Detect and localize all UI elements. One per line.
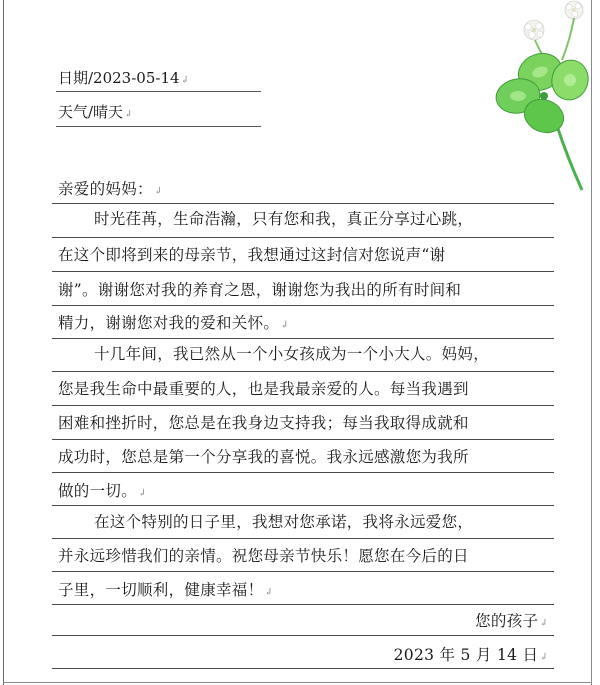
paragraph-mark-icon: ↲	[539, 652, 548, 663]
letter-line	[58, 312, 552, 337]
ruled-line	[52, 305, 554, 306]
letter-line: 并永远珍惜我们的亲情。祝您母亲节快乐！愿您在今后的日	[58, 547, 469, 565]
signature-date-text: 2023 年 5 月 14 日	[393, 646, 539, 664]
ruled-line	[52, 237, 554, 238]
paragraph-mark-icon: ↲	[138, 488, 147, 499]
clover-leaves	[493, 48, 592, 138]
four-leaf-clover-icon	[482, 0, 600, 195]
weather-text: 天气/晴天	[58, 103, 124, 121]
letter-line: 十几年间，我已然从一个小女孩成为一个小大人。妈妈，	[94, 345, 490, 363]
white-flower-icon	[565, 1, 583, 19]
letter-line	[58, 579, 552, 604]
letter-line: 时光荏苒，生命浩瀚，只有您和我，真正分享过心跳，	[94, 210, 474, 228]
letter-line: 您是我生命中最重要的人，也是我最亲爱的人。每当我遇到	[58, 380, 469, 398]
closing	[52, 610, 548, 635]
ruled-line	[52, 635, 554, 636]
ruled-line	[52, 371, 554, 372]
ruled-line	[52, 668, 554, 669]
ruled-line	[52, 439, 554, 440]
closing-text: 您的孩子	[475, 612, 539, 630]
weather-underline	[56, 126, 261, 127]
ruled-line	[52, 604, 554, 605]
ruled-line	[52, 505, 554, 506]
date-underline	[56, 91, 261, 92]
salutation	[58, 178, 552, 203]
letter-line: 谢”。谢谢您对我的养育之恩，谢谢您为我出的所有时间和	[58, 281, 462, 299]
letter-line-text: 做的一切。	[58, 482, 138, 500]
paragraph-mark-icon: ↲	[539, 618, 548, 629]
letter-line	[58, 480, 552, 505]
letter-line-text: 精力，谢谢您对我的爱和关怀。	[58, 314, 280, 332]
ruled-line	[52, 538, 554, 539]
page-border-bottom	[3, 682, 592, 683]
weather-field[interactable]	[58, 102, 132, 125]
ruled-line	[52, 405, 554, 406]
date-text: 日期/2023-05-14	[58, 69, 180, 87]
ruled-line	[52, 338, 554, 339]
white-flower-icon	[524, 20, 544, 40]
letter-line: 成功时，您总是第一个分享我的喜悦。我永远感激您为我所	[58, 448, 469, 466]
ruled-line	[52, 472, 554, 473]
paragraph-mark-icon: ↲	[280, 320, 289, 331]
letter-line: 在这个特别的日子里，我想对您承诺，我将永远爱您，	[94, 513, 474, 531]
paragraph-mark-icon: ↲	[180, 75, 189, 86]
salutation-text: 亲爱的妈妈：	[58, 180, 153, 198]
signature-date	[52, 644, 548, 669]
ruled-line	[52, 571, 554, 572]
letter-line: 困难和挫折时，您总是在我身边支持我；每当我取得成就和	[58, 414, 469, 432]
ruled-line	[52, 271, 554, 272]
page-border-left	[3, 0, 4, 685]
date-field[interactable]	[58, 68, 189, 91]
ruled-line	[52, 203, 554, 204]
letter-line: 在这个即将到来的母亲节，我想通过这封信对您说声“谢	[58, 246, 446, 264]
paragraph-mark-icon: ↲	[124, 109, 133, 120]
paragraph-mark-icon: ↲	[153, 186, 163, 197]
paragraph-mark-icon: ↲	[264, 587, 274, 598]
letter-line-text: 子里，一切顺利，健康幸福！	[58, 581, 264, 599]
